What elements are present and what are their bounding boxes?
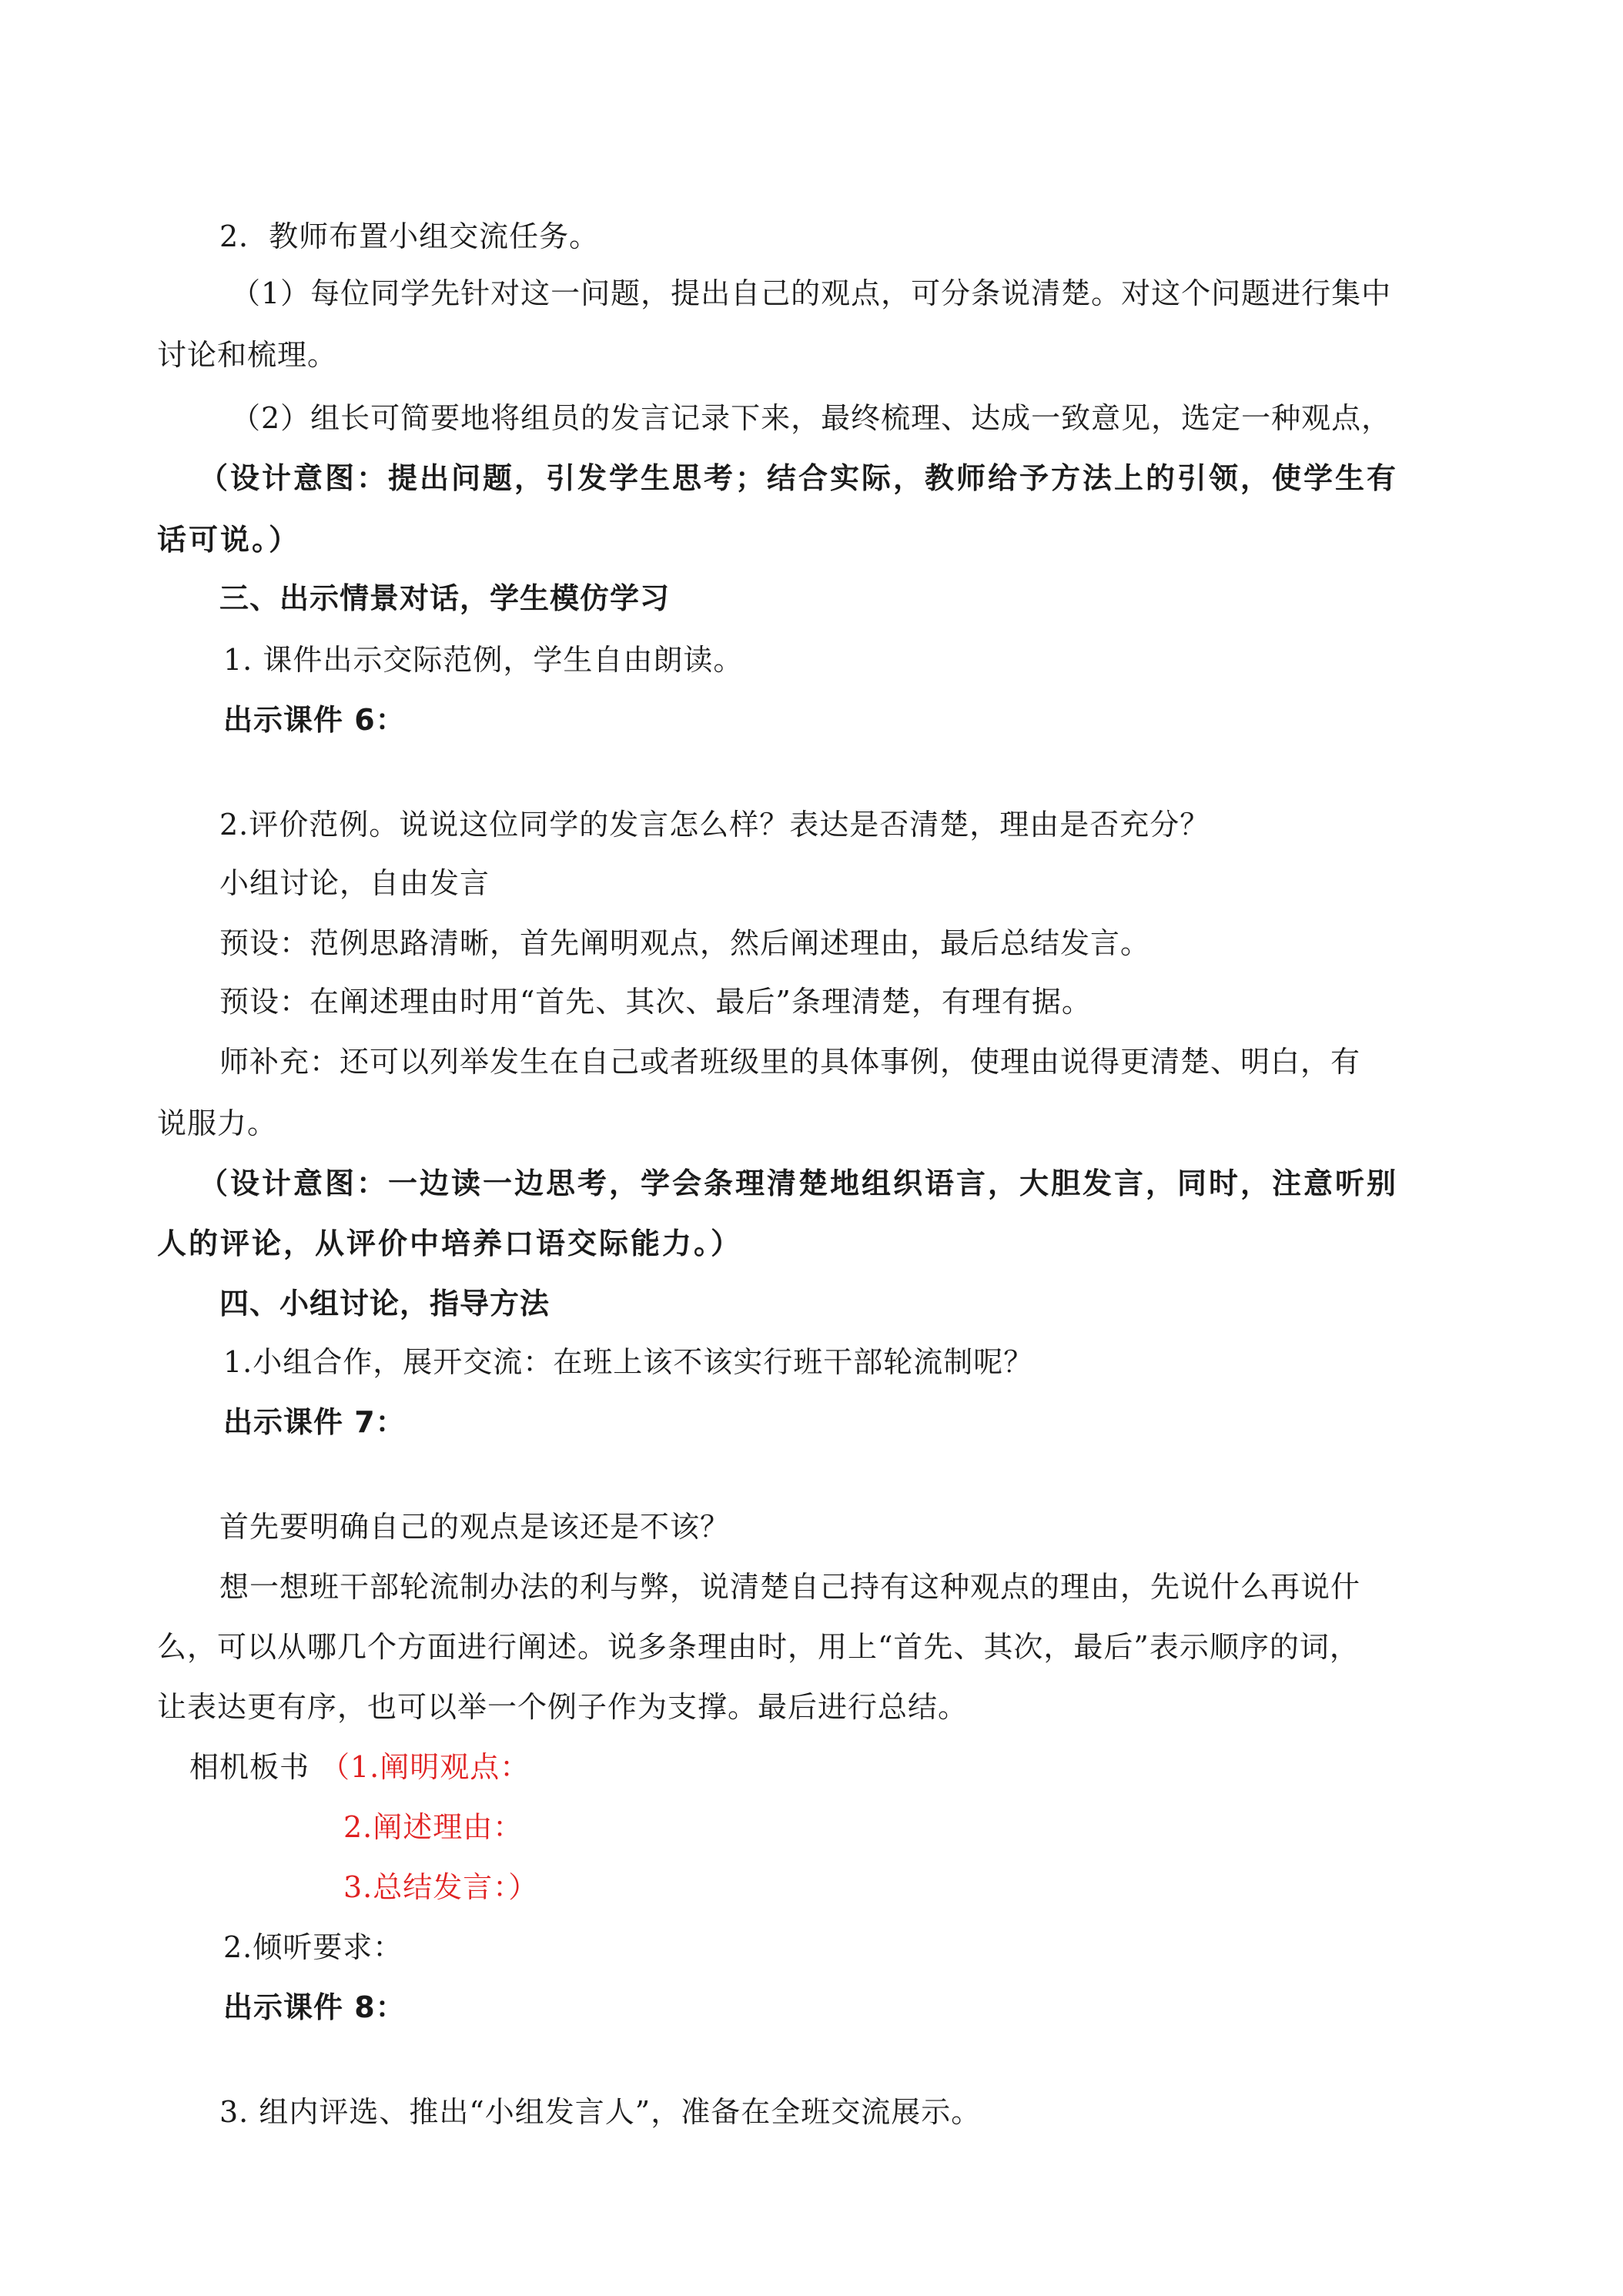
think-paragraph-line3: 让表达更有序，也可以举一个例子作为支撑。最后进行总结。 [157, 1690, 969, 1724]
section-3-heading: 三、出示情景对话，学生模仿学习 [219, 581, 671, 615]
teacher-supplement-line1: 师补充：还可以列举发生在自己或者班级里的具体事例，使理由说得更清楚、明白，有 [219, 1045, 1361, 1079]
section-4-item-2: 2.倾听要求： [223, 1930, 403, 1964]
section-4-item-3: 3. 组内评选、推出“小组发言人”，准备在全班交流展示。 [219, 2095, 982, 2129]
paragraph-task-2: （2）组长可简要地将组员的发言记录下来，最终梳理、达成一致意见，选定一种观点， [231, 401, 1392, 435]
design-intent-2-line2: 人的评论，从评价中培养口语交际能力。） [157, 1227, 743, 1260]
courseware-6-label: 出示课件 6： [223, 703, 406, 737]
paragraph-task-1-line2: 讨论和梳理。 [157, 338, 338, 372]
board-writing-label: 相机板书 [189, 1750, 310, 1784]
design-intent-1-line2: 话可说。） [157, 523, 301, 557]
group-discussion-text: 小组讨论，自由发言 [219, 866, 490, 900]
design-intent-1-line1: （设计意图：提出问题，引发学生思考；结合实际，教师给予方法上的引领，使学生有 [199, 461, 1399, 495]
section-4-heading: 四、小组讨论，指导方法 [219, 1287, 550, 1320]
board-item-1: （1.阐明观点： [320, 1750, 530, 1784]
preset-1-text: 预设：范例思路清晰，首先阐明观点，然后阐述理由，最后总结发言。 [219, 926, 1151, 960]
teacher-supplement-line2: 说服力。 [157, 1106, 278, 1140]
design-intent-2-line1: （设计意图：一边读一边思考，学会条理清楚地组织语言，大胆发言，同时，注意听别 [199, 1166, 1399, 1200]
section-4-item-1: 1.小组合作，展开交流：在班上该不该实行班干部轮流制呢？ [223, 1345, 1034, 1379]
paragraph-task-title: 2．教师布置小组交流任务。 [219, 219, 600, 253]
think-paragraph-line2: 么，可以从哪几个方面进行阐述。说多条理由时，用上“首先、其次，最后”表示顺序的词， [157, 1630, 1360, 1664]
section-3-item-1: 1. 课件出示交际范例，学生自由朗读。 [223, 643, 744, 677]
courseware-7-label: 出示课件 7： [223, 1405, 406, 1439]
board-item-2: 2.阐述理由： [343, 1810, 524, 1844]
first-clarify-text: 首先要明确自己的观点是该还是不该？ [219, 1510, 731, 1544]
think-paragraph-line1: 想一想班干部轮流制办法的利与弊，说清楚自己持有这种观点的理由，先说什么再说什 [219, 1570, 1361, 1604]
paragraph-task-1-line1: （1）每位同学先针对这一问题，提出自己的观点，可分条说清楚。对这个问题进行集中 [231, 276, 1392, 310]
preset-2-text: 预设：在阐述理由时用“首先、其次、最后”条理清楚，有理有据。 [219, 985, 1092, 1019]
board-item-3: 3.总结发言：） [343, 1870, 539, 1904]
courseware-8-label: 出示课件 8： [223, 1990, 406, 2024]
section-3-item-2: 2.评价范例。说说这位同学的发言怎么样？表达是否清楚，理由是否充分？ [219, 808, 1210, 842]
